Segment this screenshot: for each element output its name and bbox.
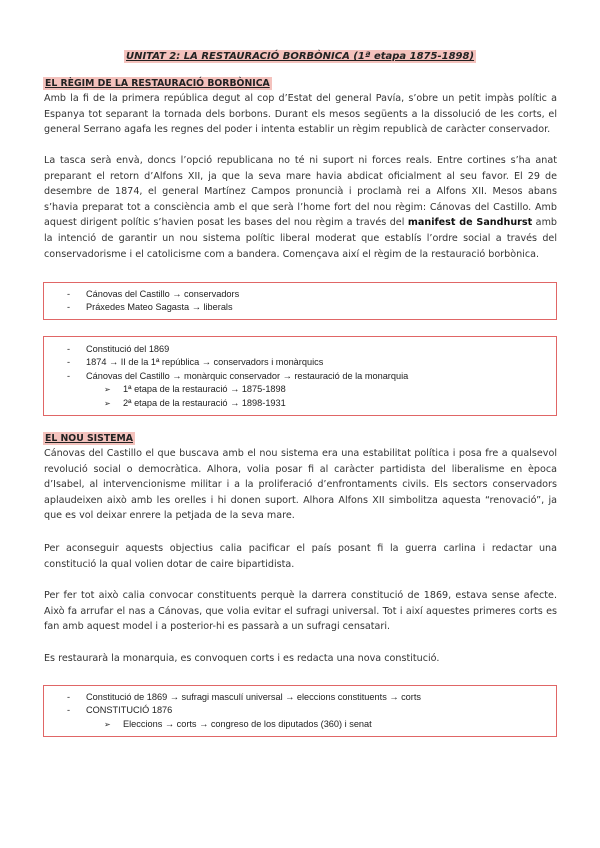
paragraph-tasca-text-end: amb la intenció de garantir un nou sistema polític liberal moderat que establís l’ordre social a través del conservadorisme i el catolicisme com a bandera. Començava així el règim de la restauració borbònica.	[44, 217, 558, 260]
section-heading-nou-sistema: EL NOU SISTEMA	[45, 433, 133, 444]
list-item: - Cánovas del Castillo → monàrquic conservador → restauració de la monarquia	[44, 370, 556, 383]
sub-list-item	[44, 718, 556, 731]
sub-list-item-text: 1ª etapa de la restauració → 1875-1898	[123, 384, 286, 395]
paragraph-objectius: Per aconseguir aquests objectius calia pacificar el país posant fi la guerra carlina i redactar una constitució la qual volien dotar de caire bipartidista.	[44, 543, 557, 570]
sub-list-item	[44, 397, 556, 410]
sub-list-item	[44, 383, 556, 396]
summary-box-timeline	[43, 336, 557, 416]
paragraph-nou-sistema: Cánovas del Castillo el que buscava amb el nou sistema era una estabilitat política i posa fre a qualsevol revolució social o democràtica. Alhora, volia posar fi al caràcter partidista del liberalisme en època d’Isabel, al intervencionisme militar i a la proliferació d’enfrontaments civils. Els sectors conservadors aplaudeixen això amb les orelles i hi donen suport. Alhora Alfons XII simbolitza aquesta “renovació”, ja que es vol deixar enrere la petjada de la seva mare.	[44, 448, 557, 522]
paragraph-restauracio: Es restaurarà la monarquia, es convoquen corts i es redacta una nova constitució.	[44, 653, 440, 664]
paragraph-tasca	[44, 153, 557, 262]
list-item: - Cánovas del Castillo → conservadors	[44, 288, 556, 301]
arrowhead-bullet-icon: ➢	[104, 719, 111, 729]
document-title-text: UNITAT 2: LA RESTAURACIÓ BORBÒNICA (1ª etapa 1875-1898)	[125, 51, 475, 62]
list-item: - CONSTITUCIÓ 1876	[44, 704, 556, 717]
manifest-sandhurst-bold: manifest de Sandhurst	[407, 217, 533, 229]
list-item: - Constitució del 1869	[44, 343, 556, 356]
sub-list-item-text: 2ª etapa de la restauració → 1898-1931	[123, 397, 286, 408]
arrowhead-bullet-icon: ➢	[104, 385, 111, 395]
sub-list-item-text: Eleccions → corts → congreso de los diputados (360) i senat	[123, 718, 372, 729]
summary-box-parties	[43, 282, 557, 320]
list-item: - 1874 → II de la 1ª república → conservadors i monàrquics	[44, 356, 556, 369]
paragraph-constituents: Per fer tot això calia convocar constituents perquè la darrera constitució de 1869, estava sense afecte. Això fa arrufar el nas a Cánovas, que volia evitar el sufragi universal. Tot i així aquestes primeres corts es fan amb aquest model i a posterior-hi es passarà a un sufragi censatari.	[44, 590, 557, 633]
list-item: - Práxedes Mateo Sagasta → liberals	[44, 301, 556, 314]
section-heading-restauracio: EL RÈGIM DE LA RESTAURACIÓ BORBÒNICA	[45, 78, 270, 89]
summary-box-constitucio	[43, 685, 557, 737]
list-item: - Constitució de 1869 → sufragi masculí universal → eleccions constituents → corts	[44, 691, 556, 704]
paragraph-intro: Amb la fi de la primera república degut al cop d’Estat del general Pavía, s’obre un petit impàs polític a Espanya tot separant la tornada dels borbons. Durant els mesos següents a la dissolució de les corts, el general Serrano agafa les regnes del poder i intenta establir un règim republicà de caràcter conservador.	[44, 93, 557, 136]
paragraph-tasca-text: La tasca serà envà, doncs l’opció republicana no té ni suport ni forces reals. Entre cortines s’ha anat preparant el retorn d’Alfons XII, ja que la seva mare havia abdicat oficialment al seu favor. El 29 de desembre de 1874, el general Martínez Campos pronuncià i proclamà rei a Alfons XII. Mesos abans s’havia preparat tot a consciència amb el que serà l’home fort del nou règim: Cánovas del Castillo. Amb aquest dirigent polític s’havien posat les bases del nou règim a través del	[44, 155, 557, 229]
document-title	[0, 44, 600, 63]
arrowhead-bullet-icon: ➢	[104, 398, 111, 408]
